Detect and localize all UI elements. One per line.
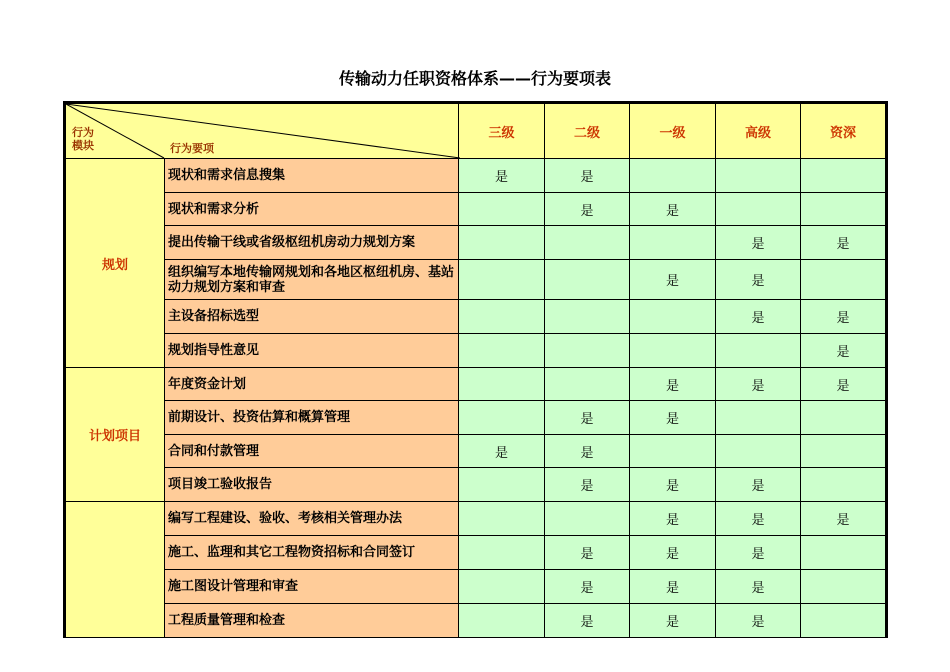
module-cell: 计划项目 [65, 368, 165, 502]
level-mark-cell [459, 226, 545, 260]
behavior-item-cell: 项目竣工验收报告 [165, 468, 459, 502]
table-row [65, 159, 887, 193]
level-mark-cell: 是 [801, 226, 887, 260]
table-row [65, 401, 887, 435]
level-mark-cell [545, 368, 630, 401]
level-mark-cell [801, 604, 887, 638]
behavior-item-cell: 工程质量管理和检查 [165, 604, 459, 638]
level-mark-cell [545, 502, 630, 536]
level-mark-cell: 是 [801, 300, 887, 334]
table-row [65, 604, 887, 638]
table-row [65, 193, 887, 226]
behavior-item-cell: 前期设计、投资估算和概算管理 [165, 401, 459, 435]
level-mark-cell: 是 [545, 536, 630, 570]
level-mark-cell [459, 368, 545, 401]
level-header-expert: 资深 [801, 103, 887, 159]
level-mark-cell: 是 [716, 604, 801, 638]
table-row [65, 368, 887, 401]
level-mark-cell [801, 193, 887, 226]
level-mark-cell: 是 [716, 468, 801, 502]
level-header-1: 一级 [630, 103, 716, 159]
level-mark-cell: 是 [716, 260, 801, 300]
level-mark-cell [459, 468, 545, 502]
behavior-item-cell: 合同和付款管理 [165, 435, 459, 468]
behavior-item-cell: 现状和需求分析 [165, 193, 459, 226]
level-mark-cell [716, 435, 801, 468]
item-axis-label: 行为要项 [170, 142, 214, 155]
level-mark-cell [801, 401, 887, 435]
level-mark-cell: 是 [630, 502, 716, 536]
table-row [65, 536, 887, 570]
level-mark-cell [459, 604, 545, 638]
level-mark-cell [716, 334, 801, 368]
level-mark-cell: 是 [630, 604, 716, 638]
level-mark-cell: 是 [630, 401, 716, 435]
module-axis-label-line2: 模块 [72, 139, 94, 152]
level-mark-cell: 是 [630, 536, 716, 570]
level-mark-cell [801, 570, 887, 604]
behavior-item-cell: 年度资金计划 [165, 368, 459, 401]
level-mark-cell [630, 334, 716, 368]
module-cell [65, 502, 165, 638]
level-mark-cell: 是 [630, 193, 716, 226]
level-mark-cell: 是 [459, 435, 545, 468]
level-mark-cell: 是 [630, 468, 716, 502]
level-mark-cell: 是 [630, 260, 716, 300]
level-mark-cell: 是 [545, 193, 630, 226]
module-axis-label-line1: 行为 [72, 126, 94, 139]
level-header-2: 二级 [545, 103, 630, 159]
level-mark-cell [716, 159, 801, 193]
level-mark-cell [545, 226, 630, 260]
level-mark-cell [801, 468, 887, 502]
level-mark-cell [545, 260, 630, 300]
level-mark-cell [801, 536, 887, 570]
behavior-item-cell: 编写工程建设、验收、考核相关管理办法 [165, 502, 459, 536]
behavior-item-cell: 组织编写本地传输网规划和各地区枢纽机房、基站动力规划方案和审查 [165, 260, 459, 300]
level-mark-cell [630, 300, 716, 334]
diagonal-line [66, 104, 460, 160]
behavior-item-cell: 施工图设计管理和审查 [165, 570, 459, 604]
level-mark-cell [716, 193, 801, 226]
level-mark-cell: 是 [801, 368, 887, 401]
table-row [65, 502, 887, 536]
header-row [65, 103, 887, 159]
level-mark-cell: 是 [545, 604, 630, 638]
level-mark-cell [545, 300, 630, 334]
level-mark-cell [801, 435, 887, 468]
diagonal-header-cell [65, 103, 459, 159]
level-mark-cell [459, 334, 545, 368]
level-mark-cell: 是 [545, 401, 630, 435]
level-header-senior: 高级 [716, 103, 801, 159]
level-mark-cell [459, 193, 545, 226]
behavior-item-cell: 施工、监理和其它工程物资招标和合同签订 [165, 536, 459, 570]
level-mark-cell: 是 [630, 570, 716, 604]
level-mark-cell [459, 570, 545, 604]
table-row [65, 300, 887, 334]
level-mark-cell: 是 [801, 334, 887, 368]
behavior-table [63, 101, 888, 638]
level-mark-cell [630, 226, 716, 260]
table-row [65, 226, 887, 260]
module-axis-label [72, 126, 94, 152]
level-mark-cell: 是 [801, 502, 887, 536]
level-mark-cell [459, 536, 545, 570]
level-mark-cell: 是 [459, 159, 545, 193]
level-mark-cell [801, 260, 887, 300]
level-mark-cell [716, 401, 801, 435]
table-row [65, 468, 887, 502]
level-mark-cell: 是 [716, 368, 801, 401]
level-mark-cell: 是 [545, 468, 630, 502]
level-mark-cell [801, 159, 887, 193]
level-mark-cell: 是 [545, 159, 630, 193]
level-mark-cell [459, 260, 545, 300]
level-mark-cell: 是 [545, 570, 630, 604]
table-row [65, 570, 887, 604]
level-mark-cell: 是 [545, 435, 630, 468]
level-header-3: 三级 [459, 103, 545, 159]
table-row [65, 334, 887, 368]
level-mark-cell [545, 334, 630, 368]
table-row [65, 260, 887, 300]
level-mark-cell: 是 [716, 300, 801, 334]
level-mark-cell [459, 401, 545, 435]
page-title: 传输动力任职资格体系——行为要项表 [338, 69, 611, 88]
level-mark-cell: 是 [630, 368, 716, 401]
level-mark-cell: 是 [716, 502, 801, 536]
level-mark-cell [630, 435, 716, 468]
level-mark-cell: 是 [716, 570, 801, 604]
module-cell: 规划 [65, 159, 165, 368]
level-mark-cell [630, 159, 716, 193]
behavior-item-cell: 现状和需求信息搜集 [165, 159, 459, 193]
level-mark-cell [459, 300, 545, 334]
behavior-item-cell: 规划指导性意见 [165, 334, 459, 368]
table-row [65, 435, 887, 468]
level-mark-cell [459, 502, 545, 536]
level-mark-cell: 是 [716, 536, 801, 570]
behavior-item-cell: 主设备招标选型 [165, 300, 459, 334]
level-mark-cell: 是 [716, 226, 801, 260]
behavior-item-cell: 提出传输干线或省级枢纽机房动力规划方案 [165, 226, 459, 260]
